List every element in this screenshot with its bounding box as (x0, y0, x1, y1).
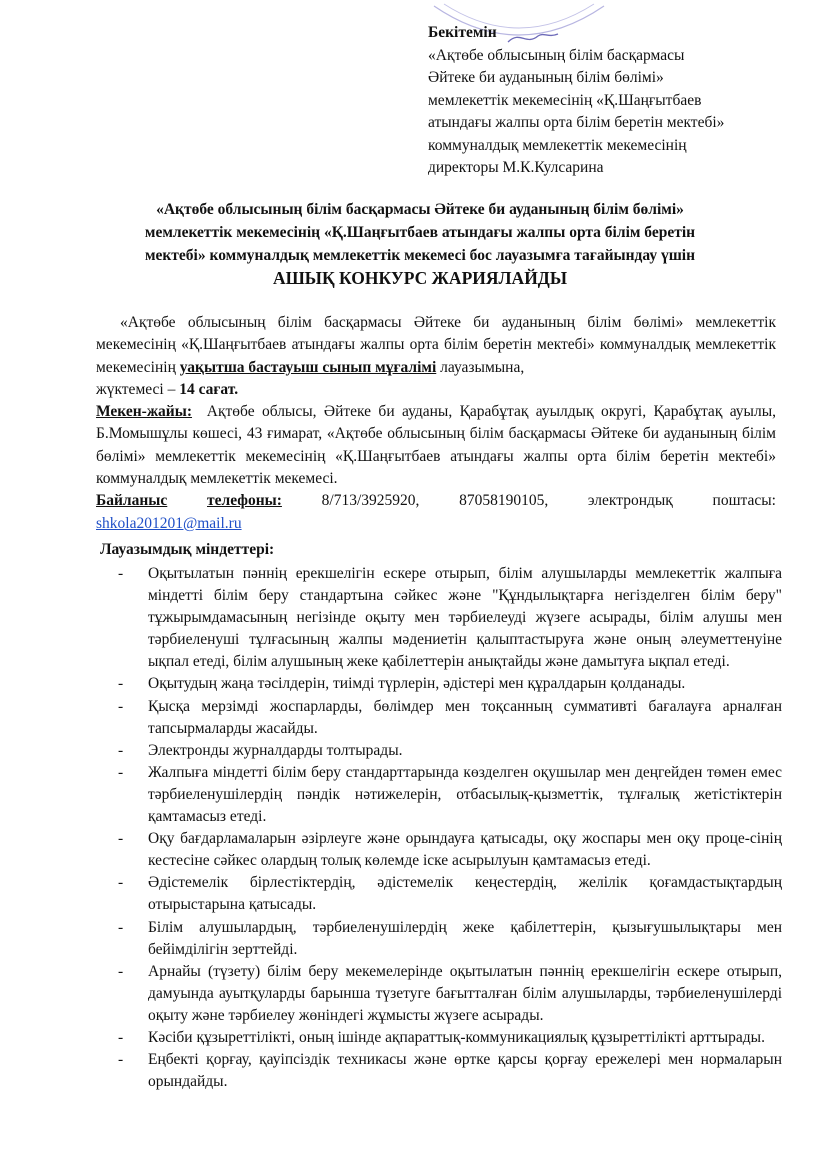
bullet-dash: - (118, 763, 124, 781)
list-item (116, 696, 782, 740)
duty-text: Еңбекті қорғау, қауіпсіздік техникасы және өртке қарсы қорғау ережелері мен нормаларын орындайды. (148, 1051, 782, 1091)
phone-number: 8/713/3925920, (321, 492, 420, 510)
load-value: 14 сағат. (179, 380, 239, 398)
approval-line: мемлекеттік мекемесінің «Қ.Шаңғытбаев (428, 91, 702, 109)
duty-text: Оқу бағдарламаларын әзірлеуге және орындауға қатысады, оқу жоспары мен оқу проце-сінің кестесіне сәйкес олардың толық көлемде іске асырылуын қамтамасыз етеді. (148, 830, 782, 870)
bullet-dash: - (118, 1051, 124, 1069)
approval-line: Әйтеке би ауданының білім бөлімі» (428, 69, 664, 86)
title-line: мемлекеттік мекемесінің «Қ.Шаңғытбаев атындағы жалпы орта білім беретін (144, 224, 696, 241)
announcement-heading: АШЫҚ КОНКУРС ЖАРИЯЛАЙДЫ (272, 268, 568, 288)
list-item (116, 1027, 782, 1049)
approval-line: директоры М.К.Кулсарина (428, 159, 604, 176)
bullet-dash: - (118, 874, 124, 892)
announcement-title (100, 198, 740, 290)
duties-list (116, 563, 782, 1093)
email-label-2: поштасы: (712, 492, 776, 510)
bullet-dash: - (118, 830, 124, 848)
intro-text: «Ақтөбе облысының білім басқармасы Әйтеке би ауданының білім бөлімі» мемлекеттік мекемесінің «Қ.Шаңғытбаев атындағы жалпы орта білім беретін мектебі» коммуналдық мемлекеттік мекемесінің (96, 314, 776, 376)
duty-text: Әдістемелік бірлестіктердің, әдістемелік кеңестердің, желілік қоғамдастықтардың отырыстарына қатысады. (148, 874, 782, 914)
list-item (116, 563, 782, 673)
title-line: мектебі» коммуналдық мемлекеттік мекемесі бос лауазымға тағайындау үшін (144, 247, 696, 264)
title-line: «Ақтөбе облысының білім басқармасы Әйтеке би ауданының білім бөлімі» (156, 201, 684, 218)
load-line (96, 379, 776, 401)
intro-text-after: лауазымына, (440, 358, 525, 376)
intro-section (96, 312, 776, 535)
list-item (116, 917, 782, 961)
bullet-dash: - (118, 962, 124, 980)
approval-line: атындағы жалпы орта білім беретін мектебі» (428, 114, 725, 131)
duty-text: Электронды журналдарды толтырады. (148, 741, 403, 759)
address-text: Ақтөбе облысы, Әйтеке би ауданы, Қарабұтақ ауылдық округі, Қарабұтақ ауылы, Б.Момышұлы көшесі, 43 ғимарат, «Ақтөбе облысының білім басқармасы Әйтеке би ауданының білім бөлімі» мемлекеттік мекемесінің «Қ.Шаңғытбаев атындағы жалпы орта білім беретін мектебі» коммуналдық мемлекеттік мекемесі. (96, 403, 776, 488)
duty-text: Қысқа мерзімді жоспарларды, бөлімдер мен тоқсанның суммативті бағалауға арналған тапсырмаларды жасайды. (148, 697, 782, 737)
email-link[interactable]: shkola201201@mail.ru (96, 514, 242, 532)
list-item (116, 1049, 782, 1093)
load-label: жүктемесі – (96, 380, 176, 398)
duty-text: Оқытудың жаңа тәсілдерін, тиімді түрлерін, әдістері мен құралдарын қолданады. (148, 675, 686, 693)
duty-text: Жалпыға міндетті білім беру стандарттарында көзделген оқушылар мен деңгейден төмен емес тәрбиеленушілердің пәндік нәтижелерін, отбасылық-қызметтік, тұлғалық жетістіктерін қамтамасыз етеді. (148, 763, 782, 826)
bullet-dash: - (118, 918, 124, 936)
approval-block (428, 22, 808, 180)
approval-heading: Бекітемін (428, 24, 497, 41)
duty-text: Арнайы (түзету) білім беру мекемелерінде оқытылатын пәннің ерекшелігін ескере отырып, дамуында ауытқуларды барынша түзетуге бағытталған білім алушыларды, тәрбиеленушілерді оқыту және тәрбиелеу жөніндегі жұмысты жүзеге асырады. (148, 962, 782, 1024)
bullet-dash: - (118, 741, 124, 759)
approval-line: коммуналдық мемлекеттік мекемесінің (428, 136, 687, 154)
list-item (116, 740, 782, 762)
phone-label-2: телефоны: (207, 492, 282, 510)
duty-text: Кәсіби құзыреттілікті, оның ішінде ақпараттық-коммуникациялық құзыреттілікті арттырады. (148, 1028, 765, 1046)
phone-label-1: Байланыс (96, 492, 168, 510)
duties-heading: Лауазымдық міндеттері: (100, 541, 275, 558)
duty-text: Білім алушылардың, тәрбиеленушілердің жеке қабілеттерін, қызығушылықтары мен бейімділігін зерттейді. (148, 918, 782, 958)
bullet-dash: - (118, 565, 124, 582)
email-label-1: электрондық (587, 492, 673, 510)
position-name: уақытша бастауыш сынып мұғалімі (179, 358, 437, 376)
bullet-dash: - (118, 1028, 124, 1046)
address-paragraph (96, 401, 776, 490)
approval-line: «Ақтөбе облысының білім басқармасы (428, 46, 685, 64)
duty-text: Оқытылатын пәннің ерекшелігін ескере отырып, білім алушыларды мемлекеттік жалпыға міндетті білім беру стандартына сәйкес және "Құндылықтарға негізделген білім беру" тұжырымдамасының негізінде оқыту мен тәрбиелеуді жүзеге асырады, білім алушы мен тәрбиеленуші тұлғасының жалпы мәдениетін қалыптастыруға және оның әлеуметтенуіне ықпал етеді, білім алушының жеке қабілеттерін анықтайды және дамытуға ықпал етеді. (148, 565, 782, 671)
email-line (96, 513, 776, 535)
address-label: Мекен-жайы: (96, 403, 193, 421)
bullet-dash: - (118, 675, 124, 693)
list-item (116, 872, 782, 916)
list-item (116, 828, 782, 872)
bullet-dash: - (118, 697, 124, 715)
list-item (116, 762, 782, 828)
phone-number-2: 87058190105, (459, 492, 549, 510)
list-item (116, 673, 782, 695)
intro-paragraph (96, 312, 776, 379)
list-item (116, 961, 782, 1027)
contact-line (96, 490, 776, 512)
